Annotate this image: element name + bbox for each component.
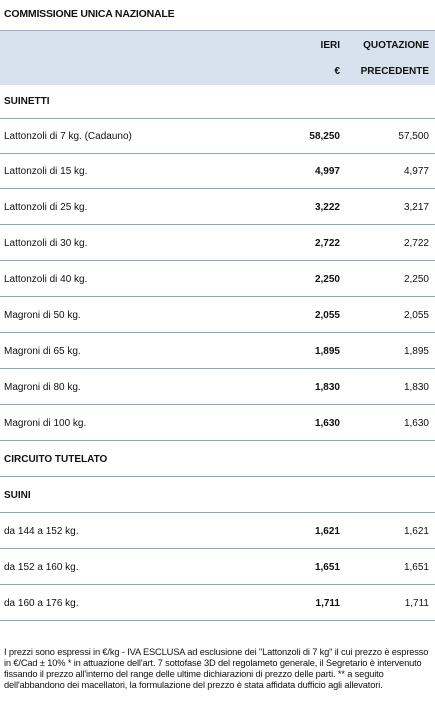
row-precedente: 1,621 — [403, 526, 429, 537]
header-ieri-currency: € — [334, 66, 340, 77]
section-suini — [0, 478, 435, 513]
row-precedente: 2,722 — [403, 238, 429, 249]
table-row — [0, 334, 435, 369]
section-circuito-tutelato — [0, 442, 435, 477]
table-row — [0, 406, 435, 441]
row-ieri: 2,055 — [314, 310, 340, 321]
row-precedente: 1,895 — [403, 346, 429, 357]
header-ieri-label: IERI — [320, 40, 340, 51]
table-row — [0, 586, 435, 621]
page-title: COMMISSIONE UNICA NAZIONALE — [4, 8, 175, 20]
row-ieri: 3,222 — [314, 202, 340, 213]
row-ieri: 1,895 — [314, 346, 340, 357]
row-label: Magroni di 50 kg. — [4, 310, 81, 321]
table-row — [0, 514, 435, 549]
row-ieri: 2,250 — [314, 274, 340, 285]
table-row — [0, 370, 435, 405]
row-label: da 144 a 152 kg. — [4, 526, 79, 537]
row-precedente: 1,830 — [403, 382, 429, 393]
row-label: Lattonzoli di 7 kg. (Cadauno) — [4, 131, 132, 142]
header-quotazione — [329, 33, 429, 85]
row-label: Lattonzoli di 15 kg. — [4, 166, 88, 177]
row-label: Magroni di 100 kg. — [4, 418, 87, 429]
row-precedente: 1,651 — [403, 562, 429, 573]
row-ieri: 2,722 — [314, 238, 340, 249]
row-label: Lattonzoli di 40 kg. — [4, 274, 88, 285]
row-ieri: 4,997 — [314, 166, 340, 177]
table-row — [0, 119, 435, 154]
row-ieri: 1,711 — [315, 598, 340, 609]
table-header — [0, 30, 435, 85]
table-row — [0, 550, 435, 585]
row-precedente: 4,977 — [403, 166, 429, 177]
row-ieri: 1,630 — [314, 418, 340, 429]
table-row — [0, 262, 435, 297]
table-row — [0, 190, 435, 225]
row-label: Lattonzoli di 25 kg. — [4, 202, 88, 213]
row-label: Lattonzoli di 30 kg. — [4, 238, 88, 249]
row-precedente: 2,250 — [403, 274, 429, 285]
row-precedente: 2,055 — [403, 310, 429, 321]
table-row — [0, 226, 435, 261]
row-label: da 152 a 160 kg. — [4, 562, 79, 573]
row-label: da 160 a 176 kg. — [4, 598, 79, 609]
section-label: SUINETTI — [4, 96, 50, 107]
table-row — [0, 298, 435, 333]
row-precedente: 1,630 — [403, 418, 429, 429]
row-ieri: 58,250 — [309, 131, 340, 142]
row-precedente: 3,217 — [403, 202, 429, 213]
section-suinetti — [0, 84, 435, 119]
section-label: SUINI — [4, 490, 31, 501]
row-precedente: 1,711 — [404, 598, 429, 609]
row-ieri: 1,621 — [314, 526, 340, 537]
row-label: Magroni di 65 kg. — [4, 346, 81, 357]
section-label: CIRCUITO TUTELATO — [4, 454, 108, 465]
header-quot-line2: PRECEDENTE — [360, 66, 429, 77]
footnote: I prezzi sono espressi in €/kg - IVA ESCLUSA ad esclusione dei "Lattonzoli di 7 kg" il cui prezzo è espresso in €/Cad ± 10% * in attuazione dell'art. 7 sottofase 3D del regolameto generale, il Segretario è intervenuto fissando il prezzo all'interno del range delle ultime dichiarazioni di prezzo delle parti. ** a seguito dell'abbandono dei macellatori, la formulazione del prezzo è stata affidata dufficio agli allevatori. — [4, 647, 429, 690]
row-ieri: 1,651 — [314, 562, 340, 573]
row-precedente: 57,500 — [398, 131, 429, 142]
row-label: Magroni di 80 kg. — [4, 382, 81, 393]
table-row — [0, 154, 435, 189]
row-ieri: 1,830 — [314, 382, 340, 393]
header-quot-line1: QUOTAZIONE — [363, 40, 429, 51]
